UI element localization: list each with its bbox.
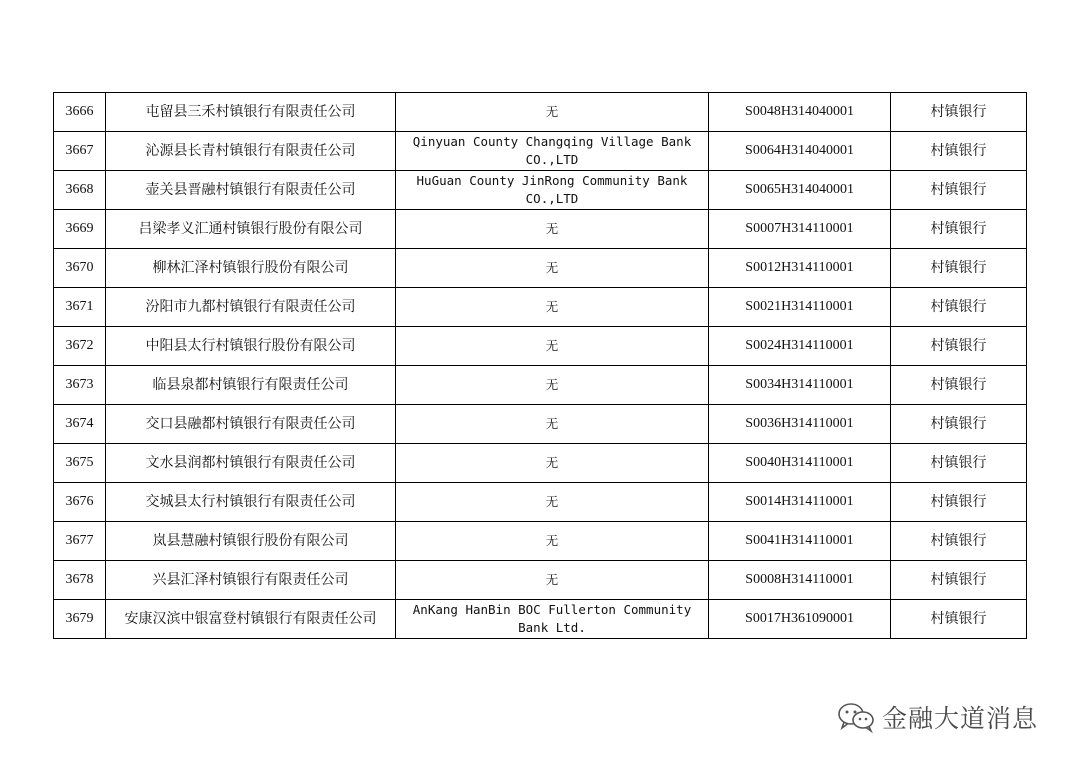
- table-row: [54, 405, 1027, 444]
- serial-number-cell: 3679: [54, 600, 106, 639]
- english-name-cell: 无: [396, 327, 709, 366]
- institution-code-cell: S0064H314040001: [709, 132, 891, 171]
- institution-code-cell: S0065H314040001: [709, 171, 891, 210]
- institution-type-cell: 村镇银行: [891, 522, 1027, 561]
- table-row: [54, 249, 1027, 288]
- serial-number-cell: 3678: [54, 561, 106, 600]
- table-row: [54, 483, 1027, 522]
- institution-code-cell: S0024H314110001: [709, 327, 891, 366]
- table-row: [54, 93, 1027, 132]
- institution-type-cell: 村镇银行: [891, 171, 1027, 210]
- table-row: [54, 132, 1027, 171]
- institution-code-cell: S0017H361090001: [709, 600, 891, 639]
- chinese-name-cell: 文水县润都村镇银行有限责任公司: [106, 444, 396, 483]
- english-name-cell: 无: [396, 93, 709, 132]
- chinese-name-cell: 岚县慧融村镇银行股份有限公司: [106, 522, 396, 561]
- serial-number-cell: 3674: [54, 405, 106, 444]
- bank-list-table: [53, 92, 1027, 639]
- chinese-name-cell: 吕梁孝义汇通村镇银行股份有限公司: [106, 210, 396, 249]
- institution-type-cell: 村镇银行: [891, 483, 1027, 522]
- chinese-name-cell: 临县泉都村镇银行有限责任公司: [106, 366, 396, 405]
- institution-code-cell: S0008H314110001: [709, 561, 891, 600]
- english-name-cell: 无: [396, 249, 709, 288]
- institution-code-cell: S0040H314110001: [709, 444, 891, 483]
- table-row: [54, 561, 1027, 600]
- english-name-cell: 无: [396, 522, 709, 561]
- institution-type-cell: 村镇银行: [891, 366, 1027, 405]
- institution-type-cell: 村镇银行: [891, 600, 1027, 639]
- english-name-cell: 无: [396, 288, 709, 327]
- institution-code-cell: S0048H314040001: [709, 93, 891, 132]
- english-name-cell: 无: [396, 366, 709, 405]
- serial-number-cell: 3667: [54, 132, 106, 171]
- serial-number-cell: 3668: [54, 171, 106, 210]
- institution-code-cell: S0041H314110001: [709, 522, 891, 561]
- serial-number-cell: 3676: [54, 483, 106, 522]
- institution-code-cell: S0007H314110001: [709, 210, 891, 249]
- english-name-cell: 无: [396, 405, 709, 444]
- table-row: [54, 522, 1027, 561]
- serial-number-cell: 3669: [54, 210, 106, 249]
- table-row: [54, 600, 1027, 639]
- table-row: [54, 210, 1027, 249]
- serial-number-cell: 3677: [54, 522, 106, 561]
- institution-type-cell: 村镇银行: [891, 132, 1027, 171]
- chinese-name-cell: 交口县融都村镇银行有限责任公司: [106, 405, 396, 444]
- english-name-cell: HuGuan County JinRong Community Bank CO.,LTD: [396, 171, 709, 210]
- wechat-icon: [836, 701, 876, 733]
- chinese-name-cell: 交城县太行村镇银行有限责任公司: [106, 483, 396, 522]
- institution-code-cell: S0012H314110001: [709, 249, 891, 288]
- watermark-text: 金融大道消息: [882, 704, 1039, 733]
- table-row: [54, 288, 1027, 327]
- institution-type-cell: 村镇银行: [891, 93, 1027, 132]
- chinese-name-cell: 柳林汇泽村镇银行股份有限公司: [106, 249, 396, 288]
- serial-number-cell: 3670: [54, 249, 106, 288]
- institution-code-cell: S0034H314110001: [709, 366, 891, 405]
- table-row: [54, 444, 1027, 483]
- serial-number-cell: 3672: [54, 327, 106, 366]
- serial-number-cell: 3666: [54, 93, 106, 132]
- institution-type-cell: 村镇银行: [891, 288, 1027, 327]
- institution-code-cell: S0014H314110001: [709, 483, 891, 522]
- table-row: [54, 327, 1027, 366]
- english-name-cell: 无: [396, 561, 709, 600]
- serial-number-cell: 3671: [54, 288, 106, 327]
- english-name-cell: 无: [396, 444, 709, 483]
- chinese-name-cell: 壶关县晋融村镇银行有限责任公司: [106, 171, 396, 210]
- serial-number-cell: 3673: [54, 366, 106, 405]
- institution-type-cell: 村镇银行: [891, 327, 1027, 366]
- institution-type-cell: 村镇银行: [891, 444, 1027, 483]
- watermark: [836, 700, 1051, 734]
- institution-code-cell: S0021H314110001: [709, 288, 891, 327]
- table-body: [54, 93, 1027, 639]
- chinese-name-cell: 中阳县太行村镇银行股份有限公司: [106, 327, 396, 366]
- english-name-cell: AnKang HanBin BOC Fullerton Community Bank Ltd.: [396, 600, 709, 639]
- institution-type-cell: 村镇银行: [891, 561, 1027, 600]
- institution-type-cell: 村镇银行: [891, 249, 1027, 288]
- chinese-name-cell: 安康汉滨中银富登村镇银行有限责任公司: [106, 600, 396, 639]
- institution-type-cell: 村镇银行: [891, 210, 1027, 249]
- institution-type-cell: 村镇银行: [891, 405, 1027, 444]
- table-row: [54, 366, 1027, 405]
- chinese-name-cell: 屯留县三禾村镇银行有限责任公司: [106, 93, 396, 132]
- english-name-cell: Qinyuan County Changqing Village Bank CO.,LTD: [396, 132, 709, 171]
- table-row: [54, 171, 1027, 210]
- chinese-name-cell: 沁源县长青村镇银行有限责任公司: [106, 132, 396, 171]
- chinese-name-cell: 汾阳市九都村镇银行有限责任公司: [106, 288, 396, 327]
- serial-number-cell: 3675: [54, 444, 106, 483]
- institution-code-cell: S0036H314110001: [709, 405, 891, 444]
- english-name-cell: 无: [396, 210, 709, 249]
- english-name-cell: 无: [396, 483, 709, 522]
- chinese-name-cell: 兴县汇泽村镇银行有限责任公司: [106, 561, 396, 600]
